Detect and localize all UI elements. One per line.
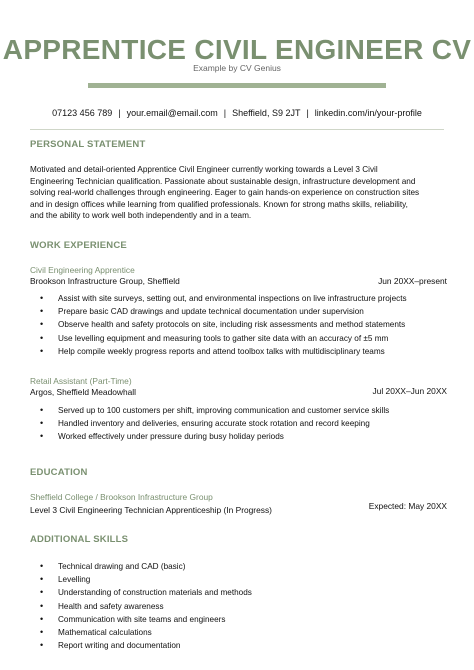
statement-line: and in design offices while learning from qualified professionals. Known for strong maths skills, reliability, — [30, 199, 408, 209]
list-item: • Levelling — [30, 573, 448, 586]
list-item: • Health and safety awareness — [30, 600, 448, 613]
job-date: Jun 20XX–present — [378, 276, 447, 286]
job-title: Retail Assistant (Part-Time) — [30, 376, 132, 386]
section-heading-work-experience: WORK EXPERIENCE — [30, 240, 127, 251]
education-qualification: Level 3 Civil Engineering Technician Apprenticeship (In Progress) — [30, 505, 272, 515]
personal-statement-text — [30, 164, 448, 222]
section-heading-education: EDUCATION — [30, 467, 88, 478]
job-bullet-list — [30, 292, 448, 358]
contact-separator: | — [223, 108, 227, 118]
list-item: • Worked effectively under pressure during busy holiday periods — [30, 430, 448, 443]
list-item: • Understanding of construction materials and methods — [30, 586, 448, 599]
job-organisation: Argos, Sheffield Meadowhall — [30, 387, 136, 397]
statement-line: Engineering Technician qualification. Passionate about sustainable design, infrastructure development and — [30, 176, 416, 186]
job-bullet-list — [30, 404, 448, 444]
job-title: Civil Engineering Apprentice — [30, 265, 135, 275]
statement-line: and the ability to work well both independently and in a team. — [30, 211, 252, 221]
skills-list — [30, 560, 448, 652]
cv-subtitle: Example by CV Genius — [193, 63, 281, 73]
section-heading-additional-skills: ADDITIONAL SKILLS — [30, 534, 129, 545]
contact-line — [0, 108, 474, 118]
contact-divider — [30, 129, 444, 130]
contact-email[interactable]: your.email@email.com — [126, 108, 218, 118]
list-item: • Prepare basic CAD drawings and update technical documentation under supervision — [30, 305, 448, 318]
list-item: • Handled inventory and deliveries, ensuring accurate stock rotation and record keeping — [30, 417, 448, 430]
statement-line: solving real-world challenges through engineering. Eager to gain hands-on experience on construction sites — [30, 188, 420, 198]
list-item: • Assist with site surveys, setting out, and environmental inspections on live infrastructure projects — [30, 292, 448, 305]
statement-line: Motivated and detail-oriented Apprentice Civil Engineer currently working towards a Level 3 Civil — [30, 165, 378, 174]
contact-separator: | — [118, 108, 121, 118]
title-underline — [88, 83, 386, 88]
job-organisation: Brookson Infrastructure Group, Sheffield — [30, 276, 180, 286]
education-school: Sheffield College / Brookson Infrastructure Group — [30, 492, 213, 502]
list-item: • Served up to 100 customers per shift, improving communication and customer service skills — [30, 404, 448, 417]
list-item: • Communication with site teams and engineers — [30, 613, 448, 626]
contact-phone: 07123 456 789 — [52, 108, 113, 118]
list-item: • Mathematical calculations — [30, 626, 448, 639]
list-item: • Technical drawing and CAD (basic) — [30, 560, 448, 573]
list-item: • Report writing and documentation — [30, 639, 448, 652]
contact-linkedin[interactable]: linkedin.com/in/your-profile — [314, 108, 422, 118]
education-date: Expected: May 20XX — [368, 501, 447, 511]
cv-title: APPRENTICE CIVIL ENGINEER CV — [2, 34, 472, 65]
list-item: • Use levelling equipment and measuring tools to gather site data with an accuracy of ±5 mm — [30, 332, 448, 345]
contact-location: Sheffield, S9 2JT — [232, 108, 301, 118]
section-heading-personal-statement: PERSONAL STATEMENT — [30, 139, 146, 150]
list-item: • Observe health and safety protocols on site, including risk assessments and method statements — [30, 318, 448, 331]
contact-separator: | — [306, 108, 309, 118]
job-date: Jul 20XX–Jun 20XX — [372, 386, 447, 396]
list-item: • Help compile weekly progress reports and attend toolbox talks with multidisciplinary teams — [30, 345, 448, 358]
